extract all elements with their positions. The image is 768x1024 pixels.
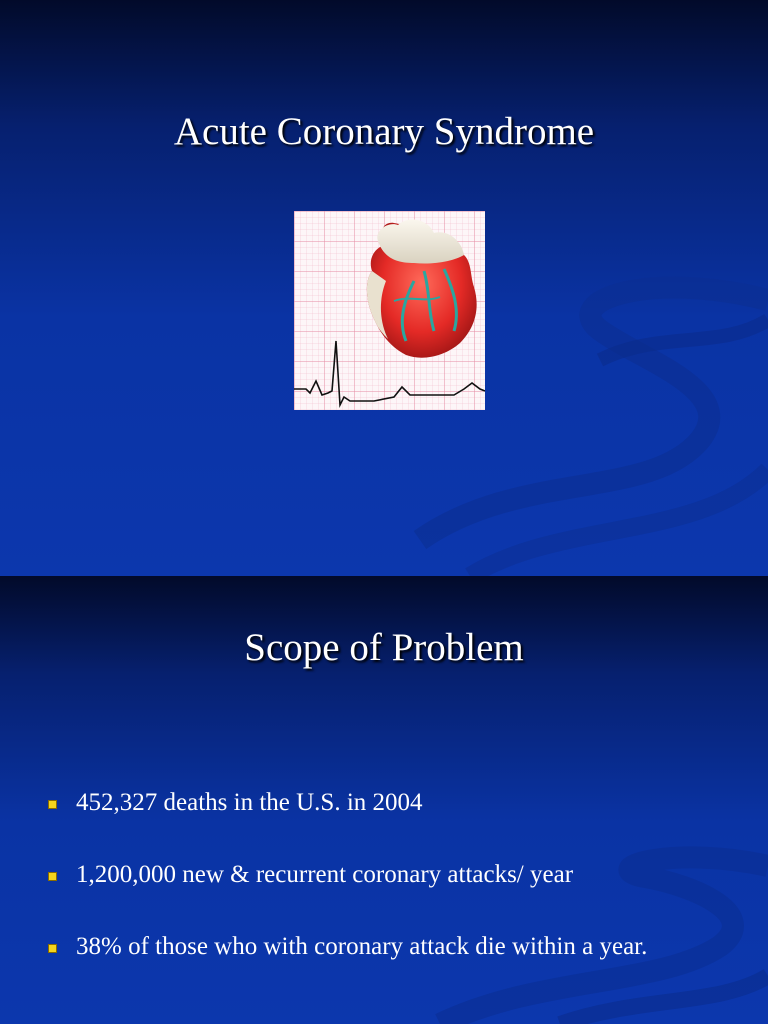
heart-ecg-image xyxy=(294,211,485,410)
list-item xyxy=(46,860,686,890)
bullet-list xyxy=(46,788,686,1004)
bullet-square-icon xyxy=(48,872,57,881)
bullet-square-icon xyxy=(48,800,57,809)
bullet-text: 38% of those who with coronary attack die within a year. xyxy=(76,933,648,960)
list-item xyxy=(46,932,686,962)
bullet-text: 452,327 deaths in the U.S. in 2004 xyxy=(76,789,423,816)
bullet-text: 1,200,000 new & recurrent coronary attacks/ year xyxy=(76,861,574,888)
slide-scope-of-problem xyxy=(0,576,768,1024)
slide-title: Acute Coronary Syndrome xyxy=(173,110,595,153)
bullet-square-icon xyxy=(48,944,57,953)
slide-title: Scope of Problem xyxy=(244,626,524,669)
list-item xyxy=(46,788,686,818)
